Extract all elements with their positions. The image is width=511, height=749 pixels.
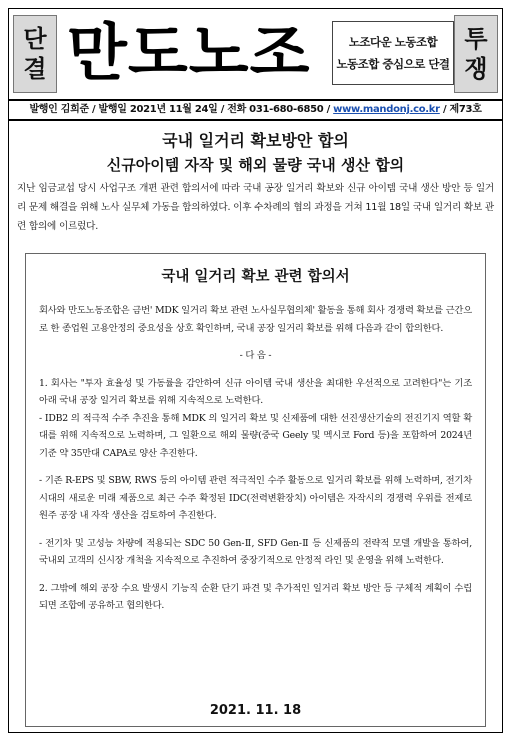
publisher-label: 발행인 [29, 104, 58, 115]
right-badge-char-1: 투 [464, 24, 488, 53]
masthead-title: 만도노조 [67, 16, 311, 89]
right-badge-char-2: 쟁 [464, 54, 488, 83]
newsletter-page [8, 8, 503, 733]
agreement-body [26, 302, 485, 615]
phone-number: 031-680-6850 [249, 104, 324, 115]
slogan-line-2: 노동조합 중심으로 단결 [336, 57, 450, 71]
date-label: 발행일 [98, 104, 127, 115]
agreement-heading: 국내 일거리 확보 관련 합의서 [161, 269, 350, 285]
left-badge-char-1: 단 [23, 24, 47, 53]
newsletter-header [9, 9, 502, 97]
agreement-preamble: 회사와 만도노동조합은 금번' MDK 일거리 확보 관련 노사실무협의체' 활동을 통해 회사 경쟁력 확보를 근간으로 한 종업원 고용안정의 중요성을 상호 확인하며, 국내 공장 일거리 확보를 위해 다음과 같이 합의한다. [39, 305, 472, 334]
publication-info-bar: 발행인 김희준 / 발행일 2021년 11월 24일 / 전화 031-680-6850 / www.mandonj.co.kr / 제73호 [9, 99, 502, 121]
agreement-date: 2021. 11. 18 [209, 703, 302, 718]
website-link[interactable]: www.mandonj.co.kr [333, 104, 440, 115]
slogan-line-1: 노조다운 노동조합 [348, 35, 438, 49]
article-title: 국내 일거리 확보방안 합의 [162, 131, 349, 150]
article-content [9, 121, 502, 236]
agreement-subitem-2: - 기존 R-EPS 및 SBW, RWS 등의 아이템 관련 적극적인 수주 활동으로 일거리 확보를 위해 노력하며, 전기차 시대의 새로운 미래 제품으로 최근 수주 확정된 IDC(전력변환장치) 아이템은 자작시의 경쟁력 우위를 전제로 원주 공장 내 자작 생산을 검토하여 추진한다. [39, 475, 472, 521]
agreement-box [25, 253, 486, 727]
article-subtitle: 신규아이템 자작 및 해외 물량 국내 생산 합의 [106, 156, 405, 174]
agreement-separator: - 다 음 - [239, 350, 272, 361]
phone-label: 전화 [227, 104, 246, 115]
article-intro: 지난 임금교섭 당시 사업구조 개편 관련 합의서에 따라 국내 공장 일거리 확보와 신규 아이템 국내 생산 방안 등 일거리 문제 해결을 위해 노사 실무체 가동을 합의하였다. 이후 수차례의 협의 과정을 거쳐 11월 18일 국내 일거리 확보 관련 합의에 이르렀다. [17, 183, 494, 232]
issue-number: 제73호 [449, 104, 482, 115]
publisher-name: 김희준 [60, 104, 89, 115]
agreement-subitem-1: - IDB2 의 적극적 수주 추진을 통해 MDK 의 일거리 확보 및 신제품에 대한 선진생산기술의 전진기지 역할 확대를 위해 지속적으로 노력하며, 그 일환으로 해외 물량(중국 Geely 및 멕시코 Ford 등)을 포함하여 2024년 기준 약 35만대 CAPA로 양산 추진한다. [39, 412, 472, 459]
agreement-item-1: 1. 회사는 "투자 효율성 및 가동률을 감안하여 신규 아이템 국내 생산을 최대한 우선적으로 고려한다"는 기조 아래 국내 공장 일거리 확보를 위해 지속적으로 노력한다. [39, 377, 472, 406]
publish-date: 2021년 11월 24일 [129, 104, 218, 115]
left-badge-char-2: 결 [23, 54, 47, 83]
right-vertical-badge [454, 15, 498, 93]
agreement-item-2: 2. 그밖에 해외 공장 수요 발생시 기능직 순환 단기 파견 및 추가적인 일거리 확보 방안 등 구체적 계획이 수립되면 조합에 공유하고 협의한다. [39, 582, 472, 611]
slogan-box [332, 21, 454, 85]
agreement-subitem-3: - 전기차 및 고성능 차량에 적용되는 SDC 50 Gen-Ⅱ, SFD Gen-Ⅱ 등 신제품의 전략적 모델 개발을 통하여, 국내외 고객의 신시장 개척을 지속적으로 추진하여 중장기적으로 안정적 라인 및 운영을 위해 노력한다. [39, 537, 472, 566]
left-vertical-badge [13, 15, 57, 93]
